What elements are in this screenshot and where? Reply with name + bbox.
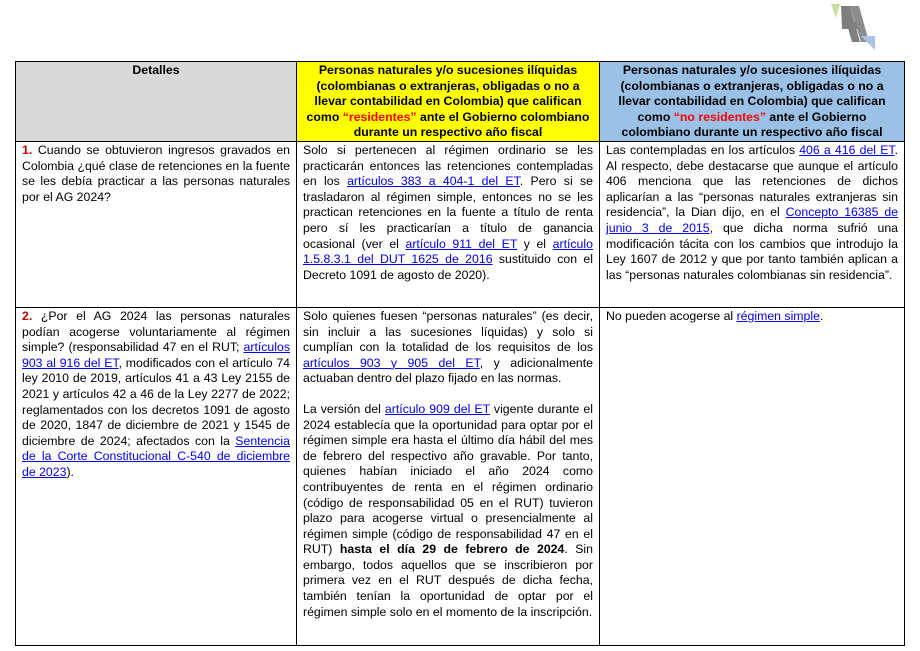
link-articulos-383-404-1[interactable]: artículos 383 a 404-1 del ET bbox=[347, 174, 520, 189]
residents-highlight: “residentes” bbox=[342, 109, 417, 124]
table-row bbox=[16, 307, 905, 645]
nonresidents-answer-1: Las contempladas en los artículos 406 a 416 del ET. Al respecto, debe destacarse que aunque el artículo 406 menciona que las retenciones de dichos aplicarían a las “personas naturales extranjeras sin residencia”, la Dian dijo, en el Concepto 16385 de junio 3 de 2015, que dicha norma sufrió una modificación tácita con los cambios que introdujo la Ley 1607 de 2012 y que por tanto también aplican a las “personas naturales colombianas sin residencia”. bbox=[600, 141, 905, 307]
question-number: 1. bbox=[22, 142, 33, 157]
comparison-table bbox=[15, 61, 905, 646]
link-articulo-911[interactable]: artículo 911 del ET bbox=[405, 236, 518, 251]
letter-a-logo-icon bbox=[828, 2, 878, 52]
link-articulos-406-416[interactable]: 406 a 416 del ET bbox=[799, 142, 895, 157]
link-regimen-simple[interactable]: régimen simple bbox=[736, 308, 820, 323]
question-number: 2. bbox=[22, 308, 33, 323]
nonresidents-highlight: “no residentes” bbox=[673, 109, 767, 124]
nonresidents-answer-2: No pueden acogerse al régimen simple. bbox=[600, 307, 905, 645]
question-2-cell: 2. ¿Por el AG 2024 las personas naturales podían acogerse voluntariamente al régimen simple? (responsabilidad 47 en el RUT; artículos 903 al 916 del ET, modificados con el artículo 74 ley 2010 de 2019, artículos 41 a 43 Ley 2155 de 2021 y artículos 42 a 46 de la Ley 2277 de 2022; reglamentados con los decretos 1091 de agosto de 2020, 1847 de diciembre de 2021 y 1545 de diciembre de 2024; afectados con la Sentencia de la Corte Constitucional C-540 de diciembre de 2023). bbox=[16, 307, 297, 645]
header-residents: Personas naturales y/o sucesiones ilíquidas (colombianas o extranjeras, obligadas o no a llevar contabilidad en Colombia) que califican como “residentes” ante el Gobierno colombiano durante un respectivo año fiscal bbox=[297, 62, 600, 142]
question-1-cell: 1. Cuando se obtuvieron ingresos gravados en Colombia ¿qué clase de retenciones en la fuente se les debía practicar a las personas naturales por el AG 2024? bbox=[16, 141, 297, 307]
table-header-row bbox=[16, 62, 905, 142]
table-row bbox=[16, 141, 905, 307]
header-details: Detalles bbox=[16, 62, 297, 142]
residents-answer-2 bbox=[297, 307, 600, 645]
link-articulo-909[interactable]: artículo 909 del ET bbox=[384, 401, 490, 416]
deadline-bold: hasta el día 29 de febrero de 2024 bbox=[339, 542, 565, 557]
link-articulo-1-5-8-3-1[interactable]: artículo 1.5.8.3.1 del DUT 1625 de 2016 bbox=[303, 236, 593, 267]
link-sentencia-c-540[interactable]: Sentencia de la Corte Constitucional C-540 de diciembre de 2023 bbox=[22, 433, 290, 479]
residents-answer-1: Solo si pertenecen al régimen ordinario se les practicarán entonces las retenciones contempladas en los artículos 383 a 404-1 del ET. Pero si se trasladaron al régimen simple, entonces no se les practican retenciones en la fuente a título de renta pero sí les practicarían a título de ganancia ocasional (ver el artículo 911 del ET y el artículo 1.5.8.3.1 del DUT 1625 de 2016 sustituido con el Decreto 1091 de agosto de 2020). bbox=[297, 141, 600, 307]
paragraph: La versión del artículo 909 del ET vigente durante el 2024 establecía que la oportunidad para optar por el régimen simple era hasta el último día hábil del mes de febrero del respectivo año gravable. Por tanto, quienes habían iniciado el año 2024 como contribuyentes de renta en el régimen ordinario (código de responsabilidad 05 en el RUT) tuvieron plazo para acogerse virtual o presencialmente al régimen simple (código de responsabilidad 47 en el RUT) hasta el día 29 de febrero de 2024. Sin embargo, todos aquellos que se inscribieron por primera vez en el RUT después de dicha fecha, también tenían la oportunidad de optar por el régimen simple solo en el momento de la inscripción. bbox=[303, 401, 593, 619]
paragraph: Solo quienes fuesen “personas naturales” (es decir, sin incluir a las sucesiones líquidas) y solo si cumplían con la totalidad de los requisitos de los artículos 903 y 905 del ET, y adicionalmente actuaban dentro del plazo fijado en las normas. bbox=[303, 308, 594, 386]
link-articulos-903-905[interactable]: artículos 903 y 905 del ET bbox=[303, 355, 480, 370]
link-articulos-903-916[interactable]: artículos 903 al 916 del ET bbox=[22, 340, 290, 370]
header-nonresidents: Personas naturales y/o sucesiones ilíquidas (colombianas o extranjeras, obligadas o no a llevar contabilidad en Colombia) que califican como “no residentes” ante el Gobierno colombiano durante un respectivo año fiscal bbox=[600, 62, 905, 142]
link-concepto-16385[interactable]: Concepto 16385 de junio 3 de 2015 bbox=[606, 205, 898, 235]
